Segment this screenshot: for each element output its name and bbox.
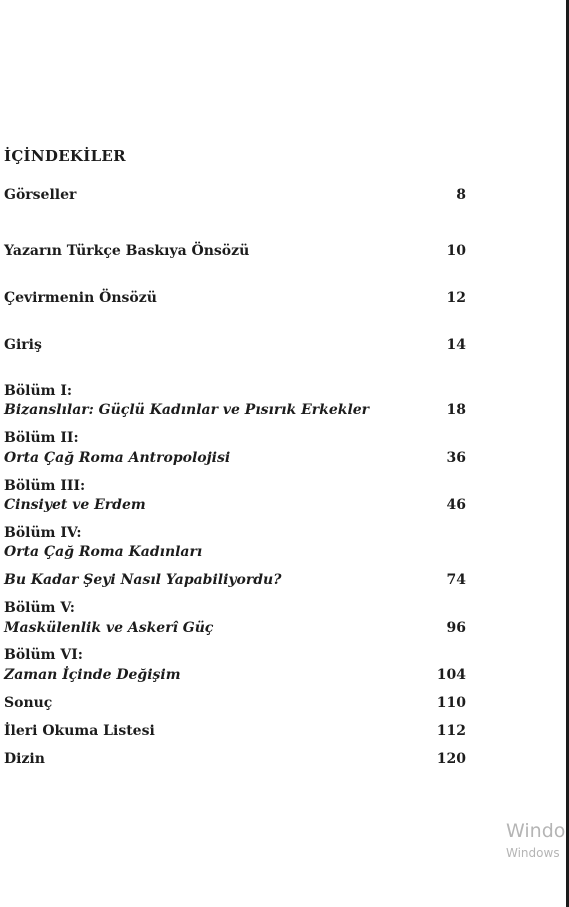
toc-entry-page-conclusion: 110 [436,695,466,711]
toc-entry-page-author-preface: 10 [446,243,466,259]
toc-chapter-page-6: 104 [436,667,466,683]
toc-chapter-title-1: Bizanslılar: Güçlü Kadınlar ve Pısırık Erkekler [4,402,370,418]
toc-entry-title-author-preface: Yazarın Türkçe Baskıya Önsözü [4,243,250,259]
toc-entry-title-introduction: Giriş [4,337,42,353]
toc-chapter-title-4: Orta Çağ Roma Kadınları [4,544,203,560]
toc-entry-page-introduction: 14 [446,337,466,353]
toc-chapter-label-6: Bölüm VI: [4,647,83,663]
toc-entry-title-translator-preface: Çevirmenin Önsözü [4,290,157,306]
toc-entry-title-further-reading: İleri Okuma Listesi [4,723,155,739]
toc-chapter-page-3: 46 [446,497,466,513]
toc-chapter-title-3: Cinsiyet ve Erdem [4,497,146,513]
toc-chapter-label-1: Bölüm I: [4,383,73,399]
toc-entry-page-further-reading: 112 [436,723,466,739]
toc-chapter-label-3: Bölüm III: [4,478,86,494]
toc-entry-page-index: 120 [436,751,466,767]
activation-watermark-subtitle: Windows [506,846,560,860]
toc-chapter-label-4: Bölüm IV: [4,525,82,541]
toc-entry-page-gorseller: 8 [456,187,466,203]
toc-entry-title-gorseller: Görseller [4,187,77,203]
toc-chapter-page-2: 36 [446,450,466,466]
toc-chapter-title-2: Orta Çağ Roma Antropolojisi [4,450,231,466]
toc-entry-title-conclusion: Sonuç [4,695,53,711]
toc-chapter-page-4: 74 [446,572,466,588]
toc-chapter-title-5: Maskülenlik ve Askerî Güç [4,620,214,636]
toc-chapter-label-5: Bölüm V: [4,600,75,616]
activation-watermark-title: Windo [506,820,566,842]
toc-chapter-subtitle-4: Bu Kadar Şeyi Nasıl Yapabiliyordu? [4,572,282,588]
toc-chapter-page-1: 18 [446,402,466,418]
toc-chapter-title-6: Zaman İçinde Değişim [4,667,181,683]
toc-entry-title-index: Dizin [4,751,45,767]
toc-entry-page-translator-preface: 12 [446,290,466,306]
toc-chapter-label-2: Bölüm II: [4,430,79,446]
toc-chapter-page-5: 96 [446,620,466,636]
toc-heading: İÇİNDEKİLER [4,147,126,165]
